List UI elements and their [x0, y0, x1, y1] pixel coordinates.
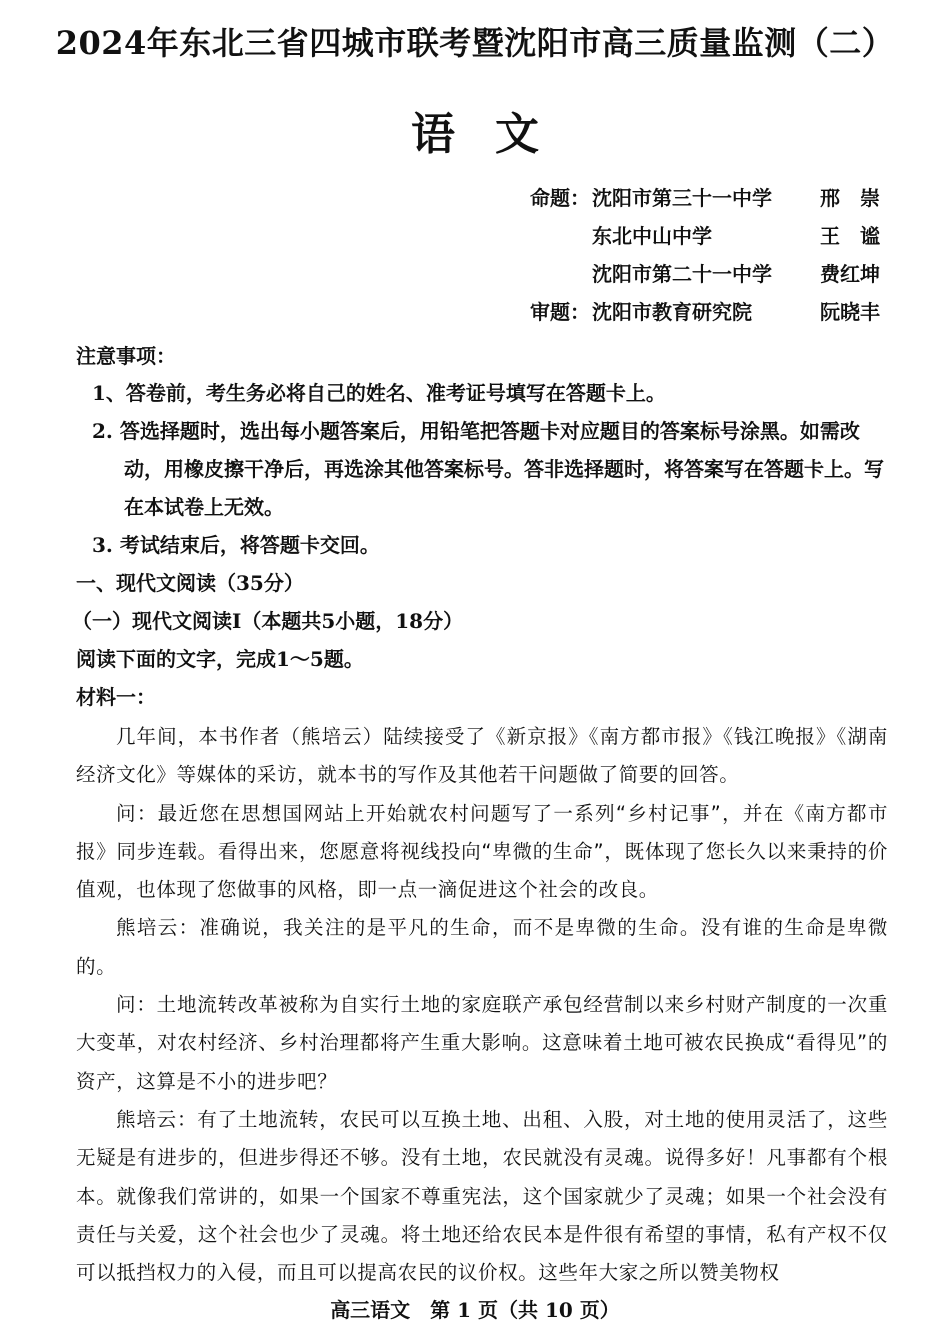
material-label: 材料一： [76, 685, 156, 709]
exam-title: 2024年东北三省四城市联考暨沈阳市高三质量监测（二） [55, 24, 895, 62]
notice-item: 2. 答选择题时，选出每小题答案后，用铅笔把答题卡对应题目的答案标号涂黑。如需改动，用橡皮擦干净后，再选涂其他答案标号。答非选择题时，将答案写在答题卡上。写在本试卷上无效。 [92, 419, 884, 519]
paragraph: 熊培云：有了土地流转，农民可以互换土地、出租、入股，对土地的使用灵活了，这些无疑是有进步的，但进步得还不够。没有土地，农民就没有灵魂。说得多好！凡事都有个根本。就像我们常讲的，如果一个国家不尊重宪法，这个国家就少了灵魂；如果一个社会没有责任与关爱，这个社会也少了灵魂。将土地还给农民本是件很有希望的事情，私有产权不仅可以抵挡权力的入侵，而且可以提高农民的议价权。这些年大家之所以赞美物权 [76, 1107, 888, 1285]
paragraph: 问：土地流转改革被称为自实行土地的家庭联产承包经营制以来乡村财产制度的一次重大变革，对农村经济、乡村治理都将产生重大影响。这意味着土地可被农民换成“看得见”的资产，这算是不小的进步吧？ [76, 993, 888, 1093]
author-person: 费红坤 [820, 262, 880, 286]
notice-heading: 注意事项： [76, 344, 176, 368]
page-footer: 高三语文 第 1 页（共 10 页） [330, 1298, 620, 1322]
author-org: 沈阳市第三十一中学 [592, 186, 772, 210]
paragraph: 问：最近您在思想国网站上开始就农村问题写了一系列“乡村记事”，并在《南方都市报》同步连载。看得出来，您愿意将视线投向“卑微的生命”，既体现了您长久以来秉持的价值观，也体现了您做事的风格，即一点一滴促进这个社会的改良。 [76, 801, 888, 902]
author-role: 命题： [530, 186, 590, 210]
subject-title: 语文 [411, 109, 579, 160]
paragraph: 熊培云：准确说，我关注的是平凡的生命，而不是卑微的生命。没有谁的生命是卑微的。 [76, 916, 888, 978]
section-sub-heading: （一）现代文阅读Ⅰ（本题共5小题，18分） [72, 609, 464, 633]
notice-item: 3. 考试结束后，将答题卡交回。 [92, 533, 380, 557]
author-person: 王 谧 [820, 224, 880, 248]
author-person: 邢 崇 [820, 186, 880, 210]
author-org: 沈阳市教育研究院 [592, 300, 752, 324]
reading-instruction: 阅读下面的文字，完成1～5题。 [76, 647, 364, 671]
author-org: 东北中山中学 [592, 224, 712, 248]
paragraph: 几年间，本书作者（熊培云）陆续接受了《新京报》《南方都市报》《钱江晚报》《湖南经济文化》等媒体的采访，就本书的写作及其他若干问题做了简要的回答。 [76, 725, 888, 787]
author-org: 沈阳市第二十一中学 [592, 262, 772, 286]
exam-content [72, 338, 888, 1292]
notice-item: 1、答卷前，考生务必将自己的姓名、准考证号填写在答题卡上。 [92, 381, 666, 405]
section-heading: 一、现代文阅读（35分） [76, 571, 304, 595]
author-person: 阮晓丰 [820, 300, 880, 324]
author-role: 审题： [530, 300, 590, 324]
